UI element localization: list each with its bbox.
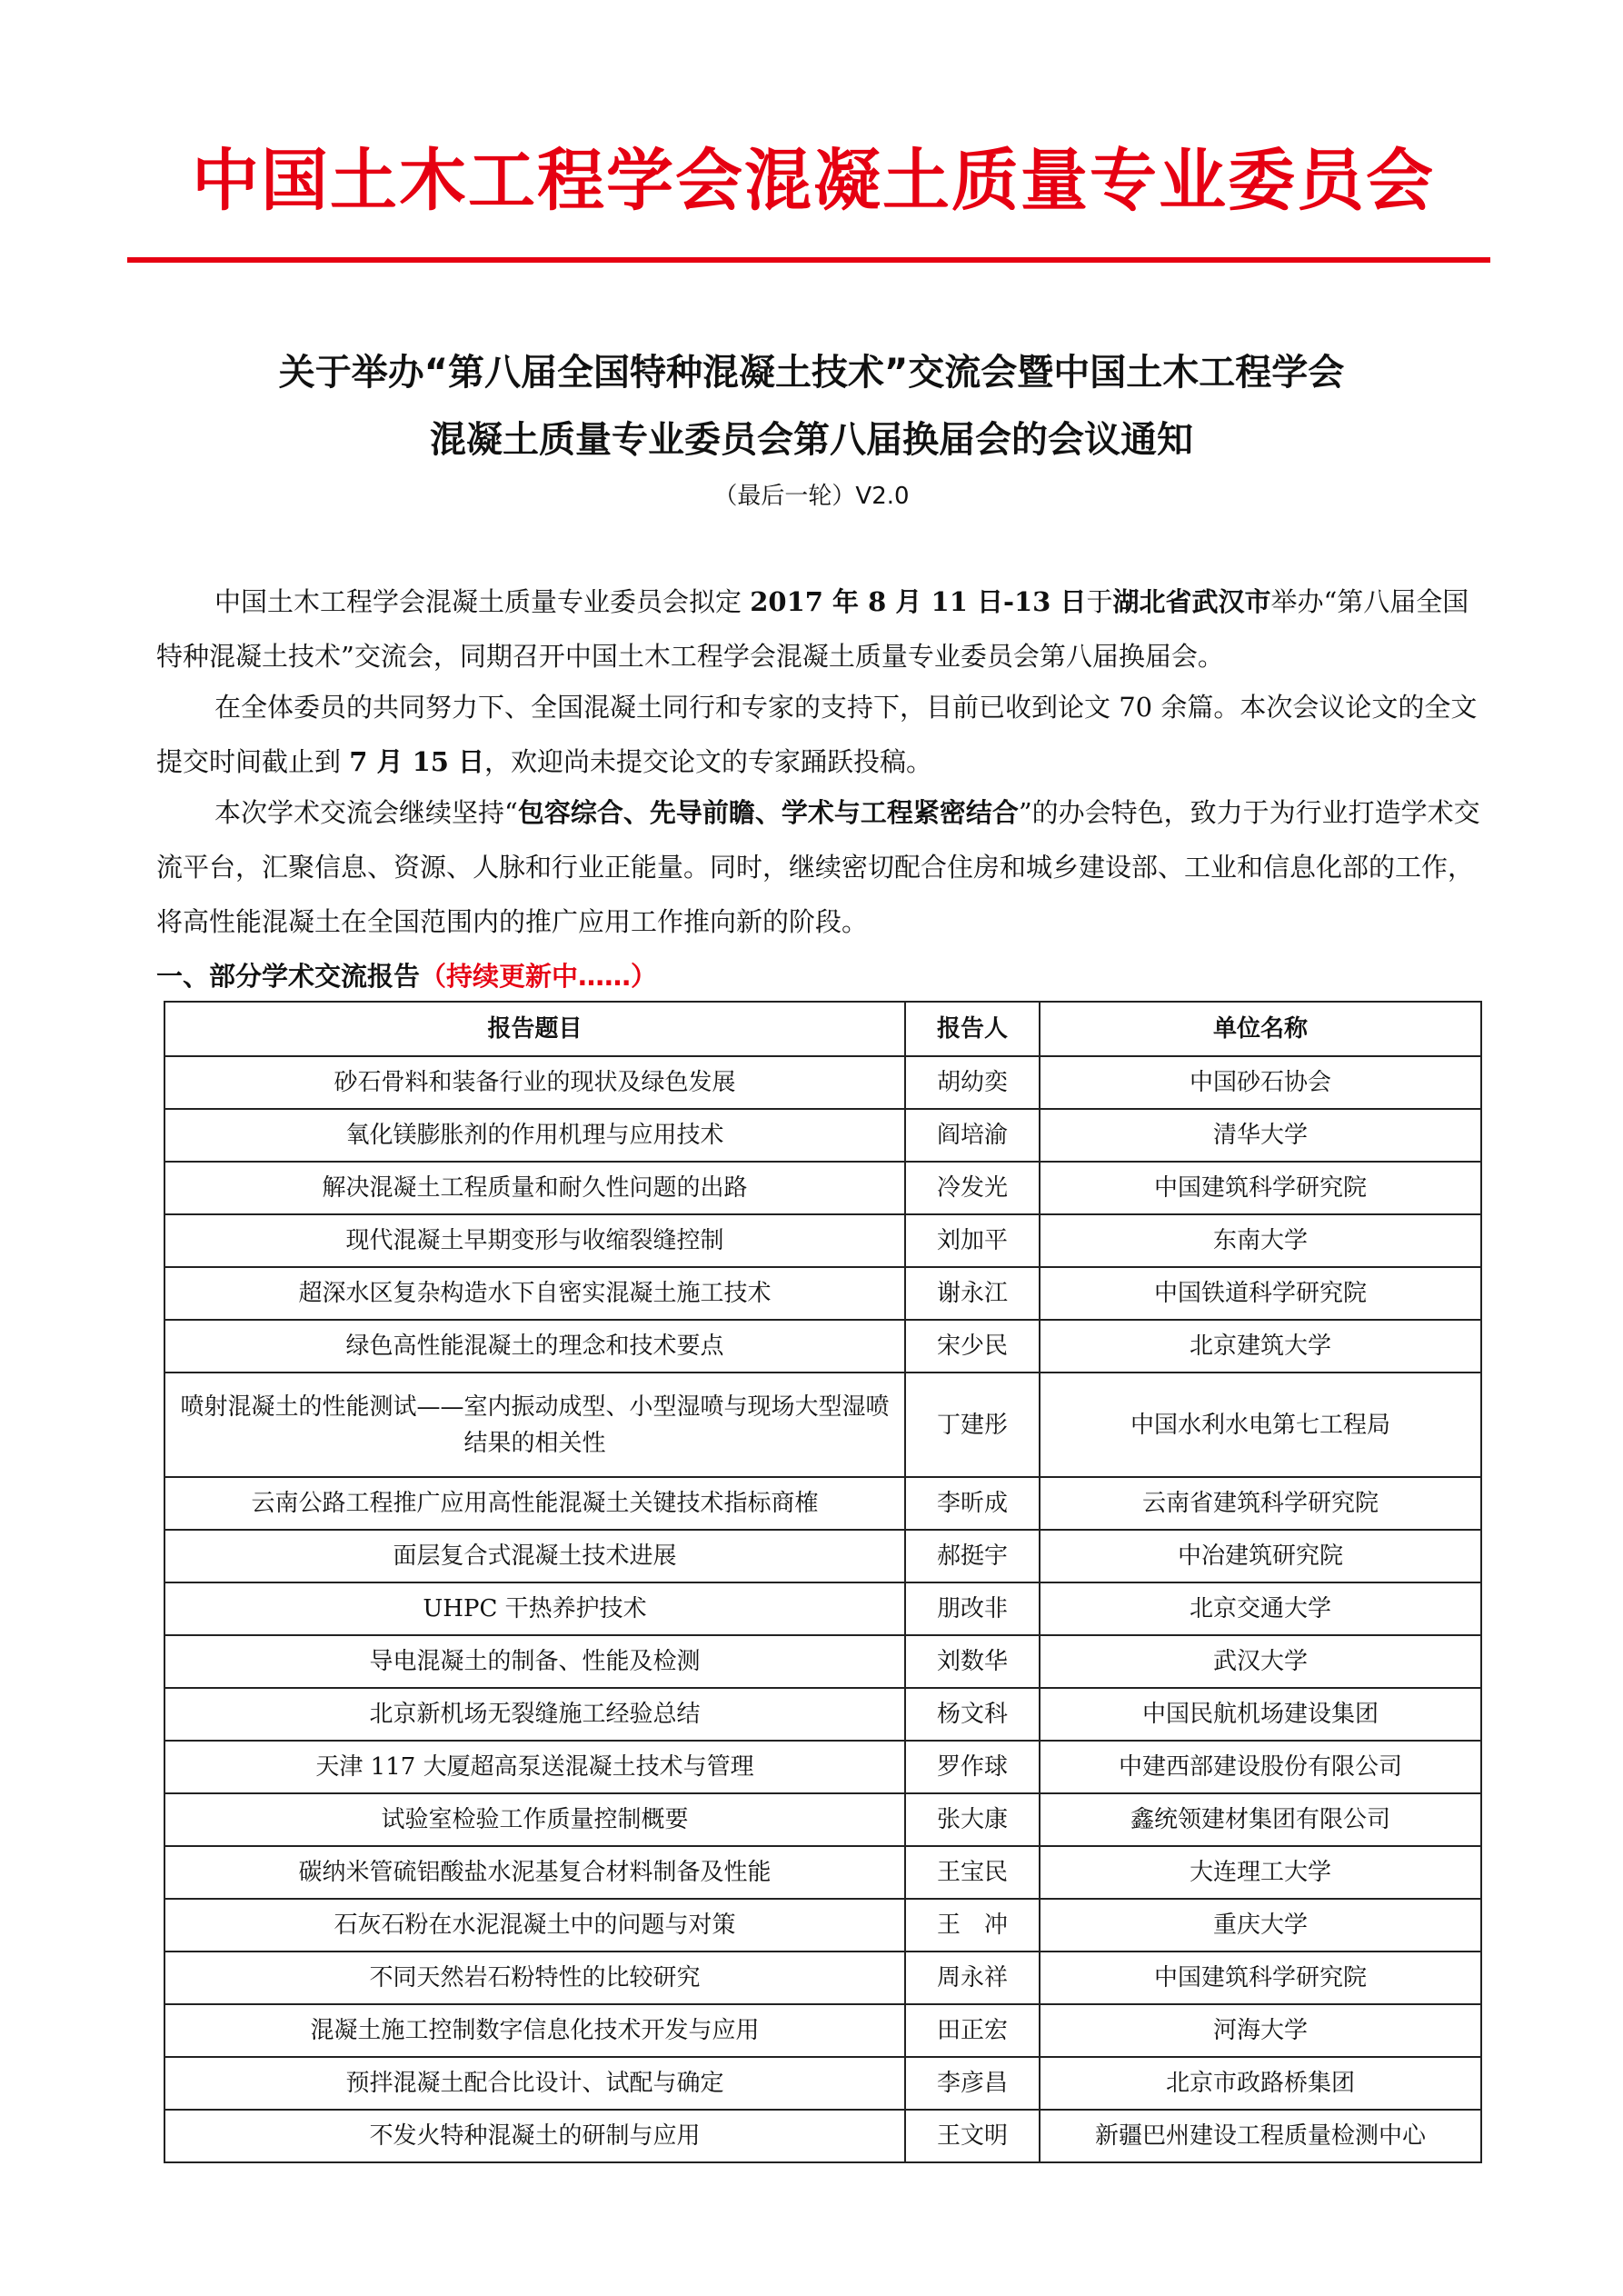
cell-organization: 云南省建筑科学研究院 — [1040, 1477, 1481, 1530]
cell-report-title: 现代混凝土早期变形与收缩裂缝控制 — [164, 1214, 905, 1267]
cell-report-title: 预拌混凝土配合比设计、试配与确定 — [164, 2057, 905, 2110]
notice-version: （最后一轮）V2.0 — [713, 483, 910, 510]
cell-report-title: 混凝土施工控制数字信息化技术开发与应用 — [164, 2004, 905, 2057]
paragraph-features — [156, 785, 1483, 949]
reports-table-body — [164, 1056, 1481, 2162]
table-row — [164, 1793, 1481, 1846]
header-red-rule — [127, 257, 1490, 263]
cell-speaker: 罗作球 — [905, 1741, 1040, 1793]
cell-organization: 中国铁道科学研究院 — [1040, 1267, 1481, 1320]
cell-report-title: 喷射混凝土的性能测试——室内振动成型、小型湿喷与现场大型湿喷结果的相关性 — [164, 1373, 905, 1477]
header-speaker: 报告人 — [905, 1002, 1040, 1056]
cell-organization: 北京市政路桥集团 — [1040, 2057, 1481, 2110]
cell-speaker: 冷发光 — [905, 1162, 1040, 1214]
table-row — [164, 1688, 1481, 1741]
paragraph-submission-text-a: 在全体委员的共同努力下、全国混凝土同行和专家的支持下，目前已收到论文 70 余篇。本次会议论文的全文提交时间截止到 — [156, 692, 1478, 777]
cell-report-title: 面层复合式混凝土技术进展 — [164, 1530, 905, 1582]
cell-organization: 中国建筑科学研究院 — [1040, 1162, 1481, 1214]
notice-title-line-2: 混凝土质量专业委员会第八届换届会的会议通知 — [430, 419, 1193, 461]
table-row — [164, 1162, 1481, 1214]
cell-report-title: 不发火特种混凝土的研制与应用 — [164, 2110, 905, 2162]
cell-organization: 鑫统领建材集团有限公司 — [1040, 1793, 1481, 1846]
cell-report-title: 天津 117 大厦超高泵送混凝土技术与管理 — [164, 1741, 905, 1793]
cell-speaker: 王宝民 — [905, 1846, 1040, 1899]
cell-organization: 北京交通大学 — [1040, 1582, 1481, 1635]
table-row — [164, 1320, 1481, 1373]
cell-speaker: 王 冲 — [905, 1899, 1040, 1952]
cell-report-title: 砂石骨料和装备行业的现状及绿色发展 — [164, 1056, 905, 1109]
paragraph-intro — [156, 574, 1483, 684]
table-row — [164, 1846, 1481, 1899]
paragraph-intro-text-a: 中国土木工程学会混凝土质量专业委员会拟定 — [214, 586, 751, 617]
cell-organization: 东南大学 — [1040, 1214, 1481, 1267]
organization-title: 中国土木工程学会混凝土质量专业委员会 — [192, 142, 1435, 220]
table-row — [164, 2004, 1481, 2057]
meeting-place: 湖北省武汉市 — [1112, 586, 1271, 617]
notice-title-line-1: 关于举办“第八届全国特种混凝土技术”交流会暨中国土木工程学会 — [278, 352, 1345, 394]
cell-report-title: UHPC 干热养护技术 — [164, 1582, 905, 1635]
table-row — [164, 1952, 1481, 2004]
meeting-date: 2017 年 8 月 11 日-13 日 — [750, 586, 1087, 617]
table-row — [164, 1635, 1481, 1688]
cell-organization: 中国砂石协会 — [1040, 1056, 1481, 1109]
table-row — [164, 1582, 1481, 1635]
cell-organization: 武汉大学 — [1040, 1635, 1481, 1688]
header-organization: 单位名称 — [1040, 1002, 1481, 1056]
cell-report-title: 绿色高性能混凝土的理念和技术要点 — [164, 1320, 905, 1373]
table-row — [164, 1899, 1481, 1952]
cell-speaker: 朋改非 — [905, 1582, 1040, 1635]
cell-speaker: 田正宏 — [905, 2004, 1040, 2057]
cell-speaker: 李昕成 — [905, 1477, 1040, 1530]
paragraph-submission-text-b: ，欢迎尚未提交论文的专家踊跃投稿。 — [484, 746, 933, 777]
cell-report-title: 超深水区复杂构造水下自密实混凝土施工技术 — [164, 1267, 905, 1320]
cell-organization: 河海大学 — [1040, 2004, 1481, 2057]
cell-report-title: 北京新机场无裂缝施工经验总结 — [164, 1688, 905, 1741]
cell-speaker: 周永祥 — [905, 1952, 1040, 2004]
meeting-motto: 包容综合、先导前瞻、学术与工程紧密结合 — [517, 797, 1019, 828]
paragraph-features-text-b: ”的办会特色，致力于为行业打造学术交流平台，汇聚信息、资源、人脉和行业正能量。同时，继续密切配合住房和城乡建设部、工业和信息化部的工作，将高性能混凝土在全国范围内的推广应用工作推向新的阶段。 — [156, 797, 1480, 937]
table-row — [164, 1214, 1481, 1267]
reports-table — [164, 1001, 1482, 2163]
header-report-title: 报告题目 — [164, 1002, 905, 1056]
cell-speaker: 刘数华 — [905, 1635, 1040, 1688]
cell-report-title: 石灰石粉在水泥混凝土中的问题与对策 — [164, 1899, 905, 1952]
table-row — [164, 1741, 1481, 1793]
cell-speaker: 丁建彤 — [905, 1373, 1040, 1477]
cell-organization: 清华大学 — [1040, 1109, 1481, 1162]
cell-organization: 中国建筑科学研究院 — [1040, 1952, 1481, 2004]
table-row — [164, 1109, 1481, 1162]
cell-speaker: 杨文科 — [905, 1688, 1040, 1741]
paragraph-intro-text-b: 于 — [1086, 586, 1113, 617]
cell-speaker: 王文明 — [905, 2110, 1040, 2162]
table-row — [164, 2110, 1481, 2162]
cell-speaker: 宋少民 — [905, 1320, 1040, 1373]
section-reports-title: 一、部分学术交流报告 — [156, 961, 421, 992]
cell-organization: 中国民航机场建设集团 — [1040, 1688, 1481, 1741]
cell-speaker: 阎培渝 — [905, 1109, 1040, 1162]
cell-organization: 中冶建筑研究院 — [1040, 1530, 1481, 1582]
submission-deadline: 7 月 15 日 — [349, 746, 485, 777]
cell-organization: 北京建筑大学 — [1040, 1320, 1481, 1373]
cell-organization: 新疆巴州建设工程质量检测中心 — [1040, 2110, 1481, 2162]
cell-speaker: 郝挺宇 — [905, 1530, 1040, 1582]
cell-report-title: 导电混凝土的制备、性能及检测 — [164, 1635, 905, 1688]
cell-organization: 中国水利水电第七工程局 — [1040, 1373, 1481, 1477]
cell-organization: 大连理工大学 — [1040, 1846, 1481, 1899]
cell-report-title: 碳纳米管硫铝酸盐水泥基复合材料制备及性能 — [164, 1846, 905, 1899]
cell-speaker: 李彦昌 — [905, 2057, 1040, 2110]
table-row — [164, 1530, 1481, 1582]
table-row — [164, 1056, 1481, 1109]
cell-speaker: 胡幼奕 — [905, 1056, 1040, 1109]
paragraph-intro-text-c: 举办“第八届全国特种混凝土技术”交流会，同期召开中国土木工程学会混凝土质量专业委员会第八届换届会。 — [156, 586, 1469, 672]
table-row — [164, 1373, 1481, 1477]
paragraph-submission — [156, 680, 1483, 789]
cell-report-title: 解决混凝土工程质量和耐久性问题的出路 — [164, 1162, 905, 1214]
cell-speaker: 刘加平 — [905, 1214, 1040, 1267]
table-row — [164, 2057, 1481, 2110]
cell-speaker: 谢永江 — [905, 1267, 1040, 1320]
cell-report-title: 试验室检验工作质量控制概要 — [164, 1793, 905, 1846]
table-row — [164, 1477, 1481, 1530]
cell-report-title: 不同天然岩石粉特性的比较研究 — [164, 1952, 905, 2004]
section-reports-note: （持续更新中……） — [420, 961, 658, 992]
table-row — [164, 1267, 1481, 1320]
cell-report-title: 云南公路工程推广应用高性能混凝土关键技术指标商榷 — [164, 1477, 905, 1530]
cell-organization: 中建西部建设股份有限公司 — [1040, 1741, 1481, 1793]
table-header-row — [164, 1002, 1481, 1056]
cell-speaker: 张大康 — [905, 1793, 1040, 1846]
cell-report-title: 氧化镁膨胀剂的作用机理与应用技术 — [164, 1109, 905, 1162]
paragraph-features-text-a: 本次学术交流会继续坚持“ — [214, 797, 518, 828]
cell-organization: 重庆大学 — [1040, 1899, 1481, 1952]
section-reports-heading — [156, 956, 657, 993]
